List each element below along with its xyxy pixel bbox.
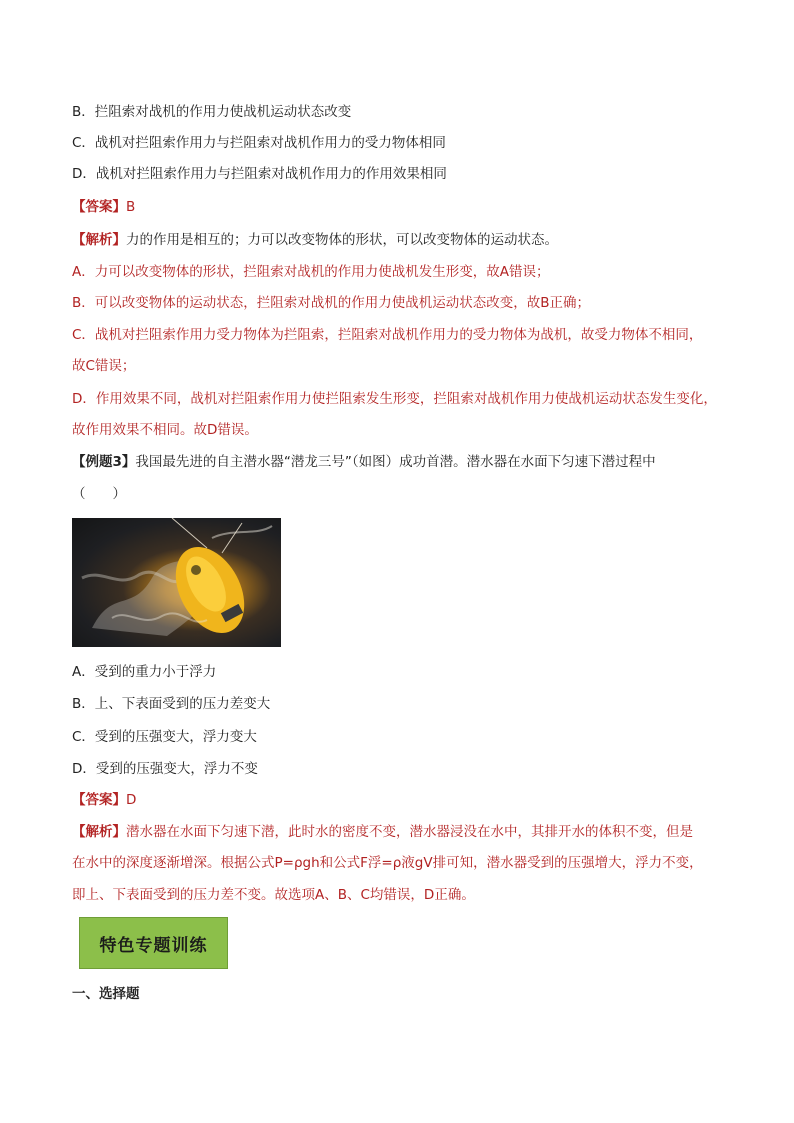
q2-answer bbox=[72, 197, 135, 217]
example3-stem bbox=[72, 452, 656, 472]
section-title: 一、选择题 bbox=[72, 986, 140, 1002]
q2-analysis-a: A．力可以改变物体的形状，拦阻索对战机的作用力使战机发生形变，故A错误； bbox=[72, 264, 550, 280]
q2-analysis-b: B．可以改变物体的运动状态，拦阻索对战机的作用力使战机运动状态改变，故B正确； bbox=[72, 295, 591, 311]
analysis-text: 潜水器在水面下匀速下潜，此时水的密度不变，潜水器浸没在水中，其排开水的体积不变，但是 bbox=[126, 824, 693, 840]
q2-option-c: C．战机对拦阻索作用力与拦阻索对战机作用力的受力物体相同 bbox=[72, 135, 446, 151]
submersible-illustration bbox=[72, 518, 281, 647]
answer-value: D bbox=[126, 792, 137, 808]
example3-analysis-l3: 即上、下表面受到的压力差不变。故选项A、B、C均错误，D正确。 bbox=[72, 887, 475, 903]
example3-analysis-l2: 在水中的深度逐渐增深。根据公式P=ρgh和公式F浮=ρ液gV排可知，潜水器受到的压强增大，浮力不变， bbox=[72, 855, 703, 871]
q2-option-d: D．战机对拦阻索作用力与拦阻索对战机作用力的作用效果相同 bbox=[72, 166, 447, 182]
q2-option-b: B．拦阻索对战机的作用力使战机运动状态改变 bbox=[72, 104, 352, 120]
topic-heading-box: 特色专题训练 bbox=[79, 917, 228, 969]
example3-blank: （ ） bbox=[72, 486, 126, 502]
example3-stem-text: 我国最先进的自主潜水器“潜龙三号”（如图）成功首潜。潜水器在水面下匀速下潜过程中 bbox=[135, 454, 656, 470]
example3-option-d: D．受到的压强变大，浮力不变 bbox=[72, 761, 258, 777]
example3-analysis-l1 bbox=[72, 822, 693, 842]
submersible-photo bbox=[72, 518, 281, 647]
answer-tag: 【答案】 bbox=[72, 792, 126, 808]
q2-analysis-c1: C．战机对拦阻索作用力受力物体为拦阻索，拦阻索对战机作用力的受力物体为战机，故受力物体不相同， bbox=[72, 327, 703, 343]
analysis-intro-text: 力的作用是相互的；力可以改变物体的形状，可以改变物体的运动状态。 bbox=[126, 232, 558, 248]
example3-option-b: B．上、下表面受到的压力差变大 bbox=[72, 696, 271, 712]
q2-analysis-d2: 故作用效果不相同。故D错误。 bbox=[72, 422, 258, 438]
analysis-tag: 【解析】 bbox=[72, 232, 126, 248]
q2-analysis-intro bbox=[72, 230, 558, 250]
q2-analysis-d1: D．作用效果不同，战机对拦阻索作用力使拦阻索发生形变，拦阻索对战机作用力使战机运动状态发生变化， bbox=[72, 391, 717, 407]
example3-option-c: C．受到的压强变大，浮力变大 bbox=[72, 729, 257, 745]
q2-analysis-c2: 故C错误； bbox=[72, 358, 136, 374]
example3-answer bbox=[72, 790, 136, 810]
answer-value: B bbox=[126, 199, 136, 215]
example3-tag: 【例题3】 bbox=[72, 454, 136, 470]
example3-option-a: A．受到的重力小于浮力 bbox=[72, 664, 217, 680]
answer-tag: 【答案】 bbox=[72, 199, 126, 215]
analysis-tag: 【解析】 bbox=[72, 824, 126, 840]
